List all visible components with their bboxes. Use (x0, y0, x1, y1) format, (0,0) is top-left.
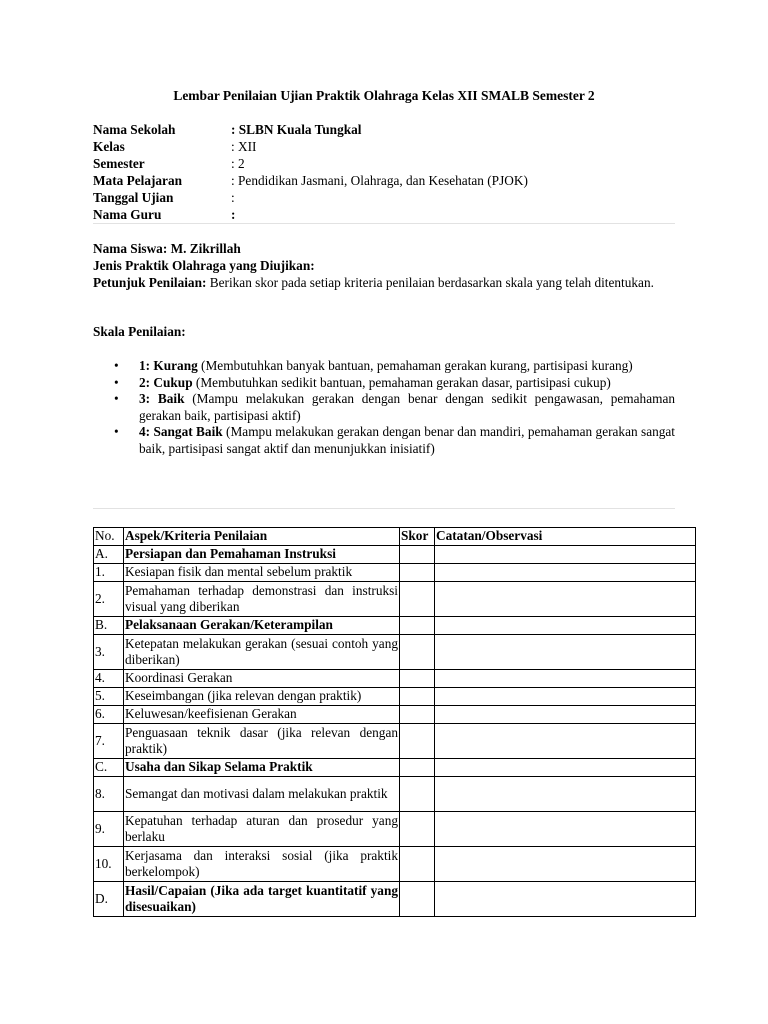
score-cell[interactable] (400, 812, 435, 847)
score-cell[interactable] (400, 777, 435, 812)
score-cell[interactable] (400, 847, 435, 882)
row-aspek: Kesiapan fisik dan mental sebelum praktik (124, 564, 400, 582)
scale-text: (Membutuhkan banyak bantuan, pemahaman gerakan kurang, partisipasi kurang) (197, 358, 633, 373)
row-number: 4. (94, 670, 124, 688)
scale-label: 1: Kurang (139, 358, 198, 373)
table-row (94, 582, 696, 617)
bullet-icon: • (114, 424, 119, 439)
info-row-subject (93, 172, 675, 189)
document-title: Lembar Penilaian Ujian Praktik Olahraga Kelas XII SMALB Semester 2 (173, 88, 595, 103)
notes-cell[interactable] (435, 777, 696, 812)
row-number: D. (94, 882, 124, 917)
score-cell[interactable] (400, 759, 435, 777)
info-label: Tanggal Ujian (93, 190, 174, 205)
table-row (94, 724, 696, 759)
scale-item (93, 391, 675, 424)
instructions-text: Berikan skor pada setiap kriteria penilaian berdasarkan skala yang telah ditentukan. (206, 275, 654, 290)
scale-list (93, 358, 675, 457)
notes-cell[interactable] (435, 882, 696, 917)
score-cell[interactable] (400, 724, 435, 759)
row-aspek: Koordinasi Gerakan (124, 670, 400, 688)
scale-text: (Mampu melakukan gerakan dengan benar dan mandiri, pemahaman gerakan sangat baik, partisipasi sangat aktif dan menunjukkan inisiatif) (139, 424, 675, 456)
row-aspek: Hasil/Capaian (Jika ada target kuantitatif yang disesuaikan) (124, 882, 400, 917)
table-row (94, 617, 696, 635)
scale-text: (Mampu melakukan gerakan dengan benar dengan sedikit pengawasan, pemahaman gerakan baik, partisipasi aktif) (139, 391, 675, 423)
bullet-icon: • (114, 391, 119, 406)
info-row-teacher (93, 206, 675, 223)
student-name: Nama Siswa: M. Zikrillah (93, 241, 241, 256)
scale-label: 4: Sangat Baik (139, 424, 223, 439)
row-aspek: Ketepatan melakukan gerakan (sesuai contoh yang diberikan) (124, 635, 400, 670)
info-label: Nama Sekolah (93, 122, 176, 137)
scale-item (93, 375, 675, 392)
table-row (94, 847, 696, 882)
row-number: 6. (94, 706, 124, 724)
school-info (93, 121, 675, 223)
table-row (94, 546, 696, 564)
notes-cell[interactable] (435, 582, 696, 617)
notes-cell[interactable] (435, 706, 696, 724)
row-number: B. (94, 617, 124, 635)
info-row-exam-date (93, 189, 675, 206)
row-aspek: Kepatuhan terhadap aturan dan prosedur yang berlaku (124, 812, 400, 847)
score-cell[interactable] (400, 706, 435, 724)
divider (93, 223, 675, 224)
notes-cell[interactable] (435, 759, 696, 777)
row-aspek: Keluwesan/keefisienan Gerakan (124, 706, 400, 724)
info-row-semester (93, 155, 675, 172)
bullet-icon: • (114, 358, 119, 373)
notes-cell[interactable] (435, 847, 696, 882)
practice-type: Jenis Praktik Olahraga yang Diujikan: (93, 258, 315, 273)
row-number: 9. (94, 812, 124, 847)
info-value: : SLBN Kuala Tungkal (231, 122, 362, 137)
header-aspek: Aspek/Kriteria Penilaian (124, 528, 400, 546)
info-value: : Pendidikan Jasmani, Olahraga, dan Kesehatan (PJOK) (231, 173, 528, 188)
row-number: 10. (94, 847, 124, 882)
notes-cell[interactable] (435, 564, 696, 582)
notes-cell[interactable] (435, 670, 696, 688)
row-aspek: Kerjasama dan interaksi sosial (jika praktik berkelompok) (124, 847, 400, 882)
row-aspek: Keseimbangan (jika relevan dengan praktik) (124, 688, 400, 706)
row-number: A. (94, 546, 124, 564)
score-cell[interactable] (400, 670, 435, 688)
table-row (94, 759, 696, 777)
notes-cell[interactable] (435, 617, 696, 635)
info-value: : XII (231, 139, 257, 154)
info-value: : (231, 207, 236, 222)
score-cell[interactable] (400, 635, 435, 670)
info-label: Mata Pelajaran (93, 173, 182, 188)
row-number: C. (94, 759, 124, 777)
row-aspek: Semangat dan motivasi dalam melakukan praktik (124, 777, 400, 812)
table-row (94, 777, 696, 812)
scale-label: 2: Cukup (139, 374, 193, 390)
instructions-label: Petunjuk Penilaian: (93, 275, 207, 290)
info-value: : 2 (231, 156, 245, 171)
row-number: 5. (94, 688, 124, 706)
header-catatan: Catatan/Observasi (435, 528, 696, 546)
row-aspek: Pemahaman terhadap demonstrasi dan instruksi visual yang diberikan (124, 582, 400, 617)
scale-item (93, 424, 675, 457)
header-no: No. (94, 528, 124, 546)
row-number: 7. (94, 724, 124, 759)
assessment-table (93, 527, 696, 917)
table-row (94, 688, 696, 706)
table-row (94, 670, 696, 688)
notes-cell[interactable] (435, 688, 696, 706)
info-label: Nama Guru (93, 207, 162, 222)
table-row (94, 564, 696, 582)
row-aspek: Penguasaan teknik dasar (jika relevan dengan praktik) (124, 724, 400, 759)
instructions (93, 274, 675, 291)
header-skor: Skor (400, 528, 435, 546)
row-number: 1. (94, 564, 124, 582)
divider (93, 508, 675, 509)
notes-cell[interactable] (435, 635, 696, 670)
notes-cell[interactable] (435, 724, 696, 759)
row-aspek: Pelaksanaan Gerakan/Keterampilan (124, 617, 400, 635)
info-row-class (93, 138, 675, 155)
table-header-row (94, 528, 696, 546)
table-row (94, 882, 696, 917)
scale-text: (Membutuhkan sedikit bantuan, pemahaman gerakan dasar, partisipasi cukup) (192, 374, 611, 390)
info-value: : (231, 190, 235, 205)
score-cell[interactable] (400, 882, 435, 917)
row-number: 2. (94, 582, 124, 617)
score-cell[interactable] (400, 688, 435, 706)
info-row-school (93, 121, 675, 138)
row-number: 8. (94, 777, 124, 812)
bullet-icon: • (114, 374, 119, 390)
info-label: Kelas (93, 139, 125, 154)
row-aspek: Persiapan dan Pemahaman Instruksi (124, 546, 400, 564)
row-aspek: Usaha dan Sikap Selama Praktik (124, 759, 400, 777)
table-row (94, 812, 696, 847)
score-cell[interactable] (400, 617, 435, 635)
notes-cell[interactable] (435, 812, 696, 847)
scale-item (93, 358, 675, 375)
table-row (94, 706, 696, 724)
notes-cell[interactable] (435, 546, 696, 564)
info-label: Semester (93, 156, 145, 171)
table-row (94, 635, 696, 670)
scale-label: 3: Baik (139, 391, 185, 406)
scale-heading: Skala Penilaian: (93, 324, 186, 339)
score-cell[interactable] (400, 582, 435, 617)
score-cell[interactable] (400, 546, 435, 564)
row-number: 3. (94, 635, 124, 670)
score-cell[interactable] (400, 564, 435, 582)
